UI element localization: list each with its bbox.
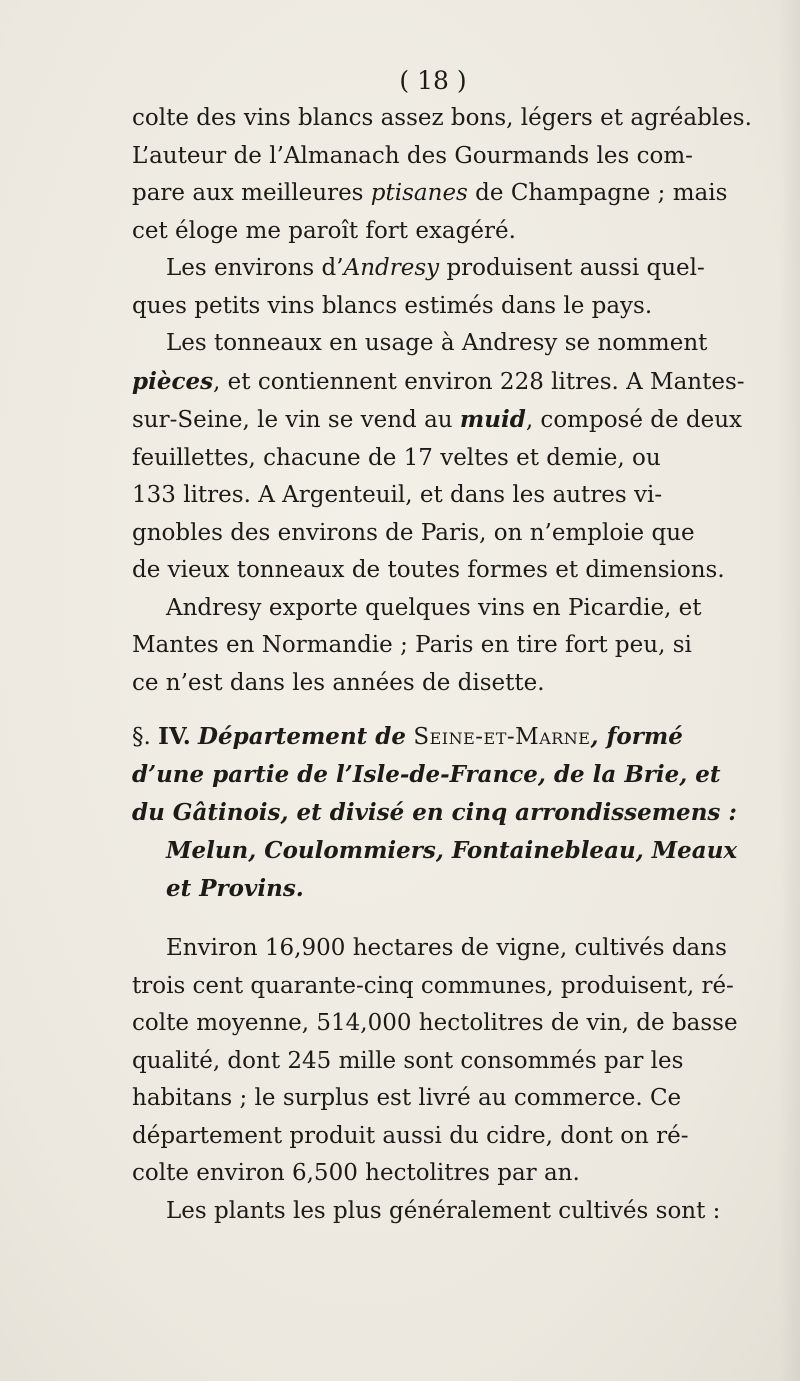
text-line: colte moyenne, 514,000 hectolitres de vin, de basse — [132, 1010, 738, 1036]
text-line: Environ 16,900 hectares de vigne, cultivés dans — [166, 935, 727, 961]
italic-term: muid — [459, 406, 526, 433]
section-symbol: §. — [132, 724, 151, 750]
text-line: Les tonneaux en usage à Andresy se nomment — [166, 330, 708, 356]
page-text — [132, 62, 768, 1230]
paragraph-2 — [132, 250, 768, 325]
paragraph-1 — [132, 100, 768, 250]
text-line: pare aux meilleures ptisanes de Champagne ; mais — [132, 180, 728, 206]
heading-line: d’une partie de l’Isle-de-France, de la Brie, et — [132, 761, 721, 788]
heading-line: et Provins. — [166, 875, 304, 902]
text-line: feuillettes, chacune de 17 veltes et demie, ou — [132, 444, 661, 471]
text-line: département produit aussi du cidre, dont on ré- — [132, 1122, 689, 1149]
text-line: colte environ 6,500 hectolitres par an. — [132, 1160, 580, 1186]
italic-term: pièces — [132, 367, 214, 395]
department-name: Seine-et-Marne — [413, 724, 591, 750]
text-line: L’auteur de l’Almanach des Gourmands les com- — [132, 142, 693, 169]
text-line: ques petits vins blancs estimés dans le pays. — [132, 292, 653, 319]
text-line: cet éloge me paroît fort exagéré. — [132, 217, 516, 244]
text-line: pièces, et contiennent environ 228 litres. A Mantes- — [132, 367, 745, 395]
paragraph-3 — [132, 325, 768, 590]
spacer — [132, 702, 768, 718]
heading-line: du Gâtinois, et divisé en cinq arrondissemens : — [132, 799, 737, 826]
section-number: IV. — [158, 723, 191, 750]
section-heading — [132, 718, 768, 908]
page-number: ( 18 ) — [399, 66, 467, 95]
text-line: 133 litres. A Argenteuil, et dans les autres vi- — [132, 482, 663, 508]
text-line: qualité, dont 245 mille sont consommés par les — [132, 1047, 684, 1074]
paragraph-5 — [132, 930, 768, 1193]
italic-term: ptisanes — [370, 180, 468, 206]
text-line: Andresy exporte quelques vins en Picardie, et — [166, 594, 702, 621]
text-line: Mantes en Normandie ; Paris en tire fort peu, si — [132, 632, 692, 658]
heading-line: Melun, Coulommiers, Fontainebleau, Meaux — [166, 837, 738, 864]
text-line: habitans ; le surplus est livré au commerce. Ce — [132, 1085, 682, 1111]
text-line: Les plants les plus généralement cultivés sont : — [166, 1197, 721, 1224]
text-line: trois cent quarante-cinq communes, produisent, ré- — [132, 972, 734, 999]
text-line: sur-Seine, le vin se vend au muid, composé de deux — [132, 406, 743, 433]
text-line: ce n’est dans les années de disette. — [132, 669, 545, 696]
text-line: Les environs d’Andresy produisent aussi quel- — [166, 255, 705, 281]
spacer — [132, 908, 768, 930]
text-line: colte des vins blancs assez bons, légers et agréables. — [132, 105, 752, 131]
page-edge-shadow — [778, 0, 800, 1381]
heading-line: §. IV. Département de Seine-et-Marne, formé — [132, 723, 683, 750]
paragraph-4 — [132, 590, 768, 703]
text-line: gnobles des environs de Paris, on n’emploie que — [132, 519, 695, 546]
text-line: de vieux tonneaux de toutes formes et dimensions. — [132, 557, 725, 583]
italic-place: Andresy — [343, 255, 440, 281]
paragraph-6 — [132, 1193, 768, 1231]
